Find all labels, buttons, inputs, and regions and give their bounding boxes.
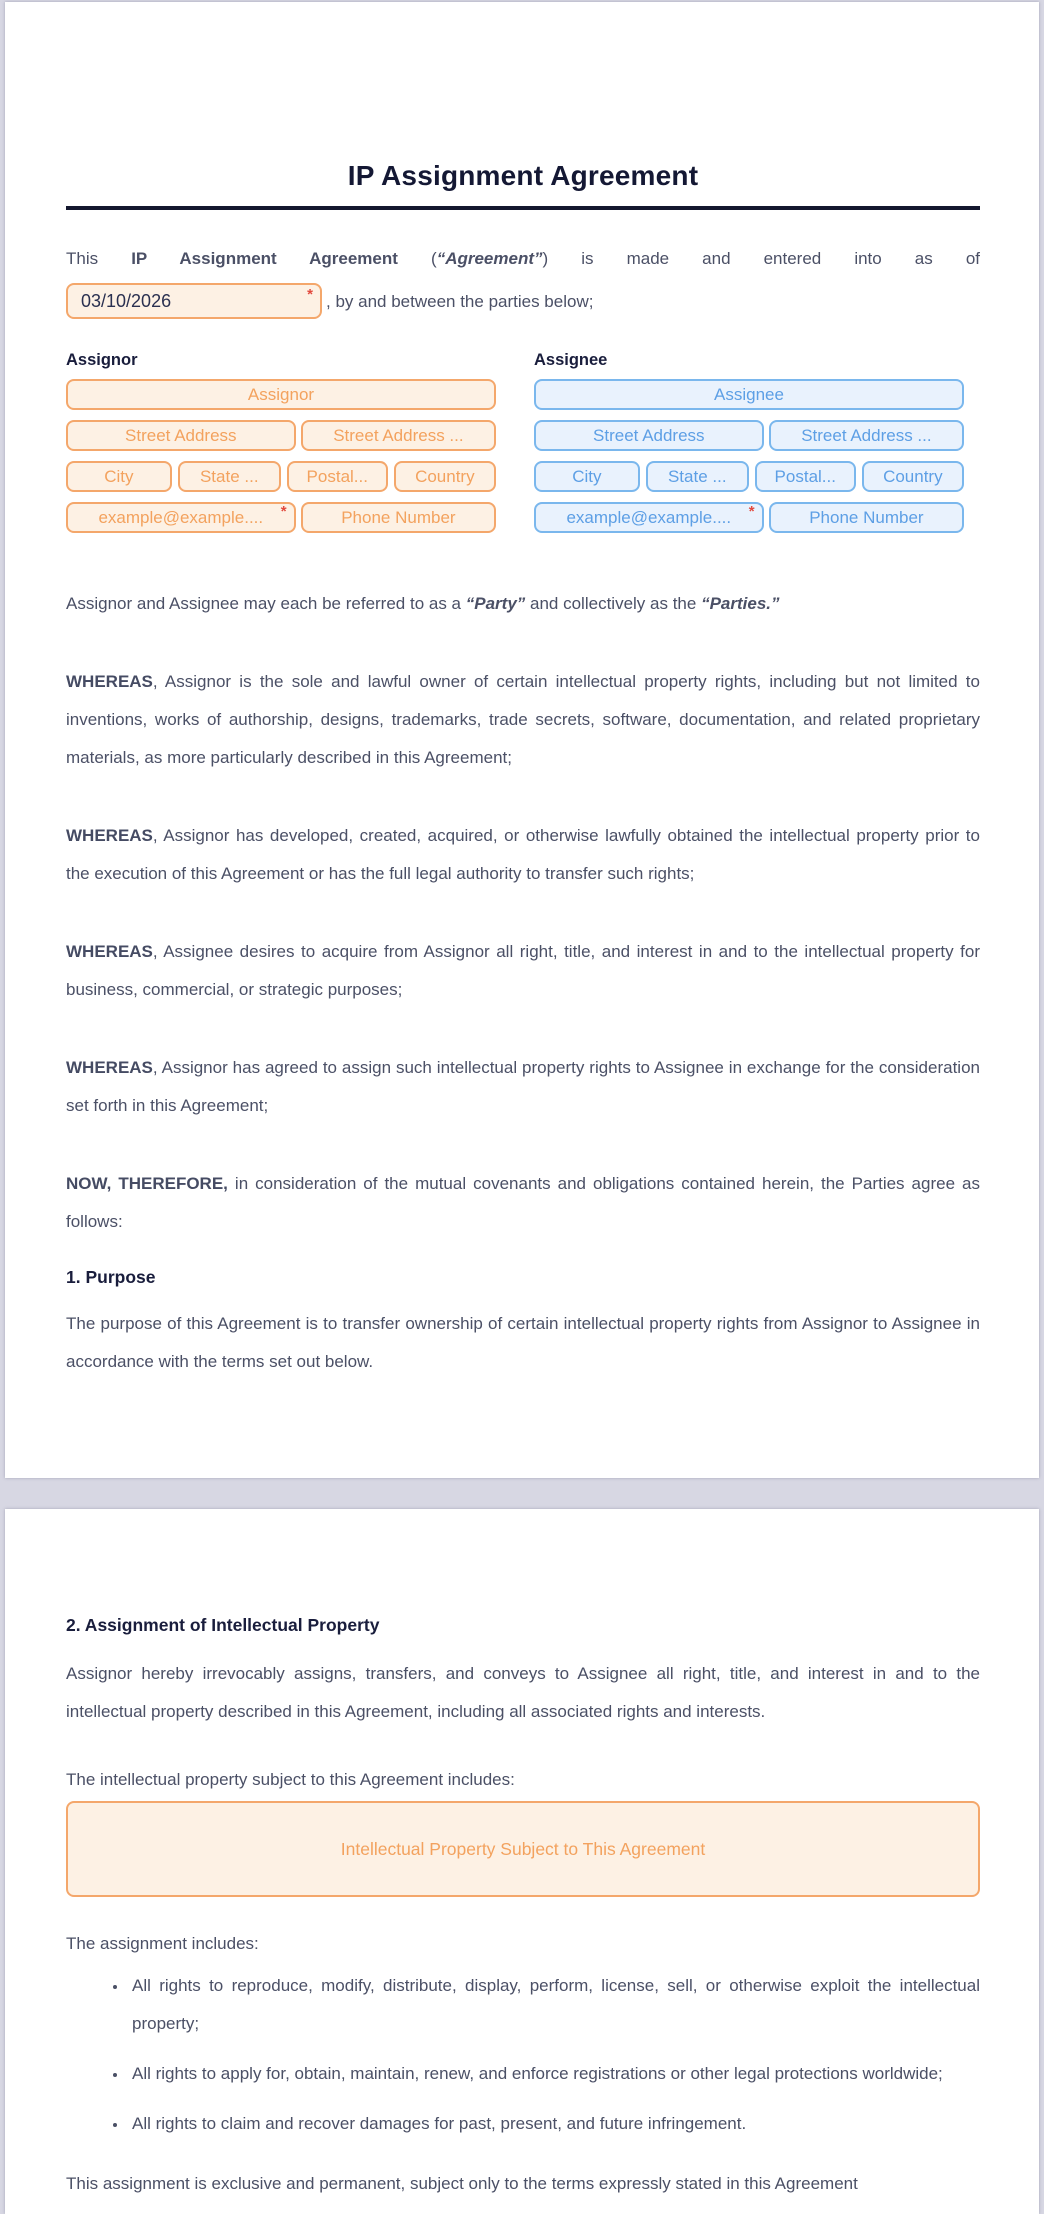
assignor-block — [66, 349, 496, 533]
intro-agreement-defined-term: “Agreement” — [436, 249, 543, 268]
intro-text-tail: ) is made and entered into as of — [542, 249, 980, 268]
party-clause-text: and collectively as the — [530, 594, 697, 613]
assignee-name-input[interactable]: Assignee — [534, 379, 964, 410]
date-value: 03/10/2026 — [81, 291, 172, 311]
assignee-phone-input[interactable]: Phone Number — [769, 502, 964, 533]
recital-body: , Assignor is the sole and lawful owner of certain intellectual property rights, including but not limited to inventions, works of authorship, designs, trademarks, trade secrets, software, documentation, and related proprietary materials, as more particularly described in this Agreement; — [66, 672, 980, 767]
required-asterisk: * — [748, 503, 755, 520]
recital-paragraph — [66, 1049, 980, 1125]
recital-body: , Assignor has agreed to assign such intellectual property rights to Assignee in exchange for the consideration set forth in this Agreement; — [66, 1058, 980, 1115]
section-2-paragraph: Assignor hereby irrevocably assigns, transfers, and conveys to Assignee all right, title, and interest in and to the intellectual property described in this Agreement, including all associated rights and interests. — [66, 1664, 980, 1721]
assignee-email-placeholder: example@example.... — [566, 507, 732, 527]
section-1-heading: 1. Purpose — [66, 1267, 156, 1287]
ip-subject-label: The intellectual property subject to this Agreement includes: — [66, 1770, 515, 1789]
now-therefore-body: in consideration of the mutual covenants and obligations contained herein, the Parties agree as follows: — [66, 1174, 980, 1231]
parties-defined-term: “Parties.” — [701, 594, 780, 613]
document-title: IP Assignment Agreement — [347, 160, 699, 191]
party-defined-term: “Party” — [465, 594, 526, 613]
recital-lead: WHEREAS — [66, 826, 153, 845]
recital-lead: WHEREAS — [66, 942, 153, 961]
now-therefore-paragraph — [66, 1165, 980, 1241]
intro-paren-open: ( — [431, 249, 437, 268]
recital-paragraph — [66, 663, 980, 777]
assignor-street2-input[interactable]: Street Address ... — [301, 420, 496, 451]
intro-after-date-text: , by and between the parties below; — [326, 292, 594, 311]
ip-description-placeholder: Intellectual Property Subject to This Agreement — [340, 1838, 706, 1859]
title-underline — [66, 206, 980, 210]
assignor-country-input[interactable]: Country — [394, 461, 496, 492]
required-asterisk: * — [280, 503, 287, 520]
intro-text: This — [66, 249, 99, 268]
now-therefore-lead: NOW, THEREFORE, — [66, 1174, 228, 1193]
section-1-paragraph: The purpose of this Agreement is to transfer ownership of certain intellectual property rights from Assignor to Assignee in accordance with the terms set out below. — [66, 1314, 980, 1371]
party-clause-paragraph — [66, 585, 980, 623]
assignee-block — [534, 349, 964, 533]
list-item: • All rights to claim and recover damages for past, present, and future infringement. — [128, 2105, 980, 2143]
assignee-email-input[interactable] — [534, 502, 764, 533]
intro-line-2 — [66, 279, 980, 319]
section-2-heading: 2. Assignment of Intellectual Property — [66, 1615, 380, 1635]
assignee-postal-input[interactable]: Postal... — [755, 461, 856, 492]
assignee-heading: Assignee — [534, 351, 608, 369]
assignment-includes-label: The assignment includes: — [66, 1934, 259, 1953]
recital-paragraph — [66, 933, 980, 1009]
assignor-postal-input[interactable]: Postal... — [287, 461, 388, 492]
list-item: • All rights to apply for, obtain, maintain, renew, and enforce registrations or other legal protections worldwide; — [128, 2055, 980, 2093]
document-page-1 — [5, 2, 1039, 1478]
intro-paragraph — [66, 240, 980, 319]
assignor-name-input[interactable]: Assignor — [66, 379, 496, 410]
list-item: • All rights to reproduce, modify, distribute, display, perform, license, sell, or otherwise exploit the intellectual property; — [128, 1967, 980, 2043]
closing-clause-paragraph: This assignment is exclusive and permanent, subject only to the terms expressly stated in this Agreement — [66, 2174, 858, 2193]
assignee-country-input[interactable]: Country — [862, 461, 964, 492]
assignee-state-input[interactable]: State ... — [646, 461, 749, 492]
assignor-email-input[interactable] — [66, 502, 296, 533]
required-asterisk: * — [307, 286, 313, 303]
intro-line-1 — [66, 240, 980, 278]
recital-paragraph — [66, 817, 980, 893]
party-clause-text: Assignor and Assignee may each be referred to as a — [66, 594, 462, 613]
assignor-street-input[interactable]: Street Address — [66, 420, 296, 451]
assignee-street2-input[interactable]: Street Address ... — [769, 420, 964, 451]
recital-body: , Assignor has developed, created, acquired, or otherwise lawfully obtained the intellectual property prior to the execution of this Agreement or has the full legal authority to transfer such rights; — [66, 826, 980, 883]
assignor-email-placeholder: example@example.... — [98, 507, 264, 527]
intro-agreement-name: IP Assignment Agreement — [131, 249, 398, 268]
recital-body: , Assignee desires to acquire from Assignor all right, title, and interest in and to the intellectual property for business, commercial, or strategic purposes; — [66, 942, 980, 999]
assignee-street-input[interactable]: Street Address — [534, 420, 764, 451]
date-input[interactable] — [66, 283, 322, 319]
assignor-city-input[interactable]: City — [66, 461, 172, 492]
assignment-rights-list — [66, 1967, 980, 2143]
assignor-phone-input[interactable]: Phone Number — [301, 502, 496, 533]
recital-lead: WHEREAS — [66, 1058, 153, 1077]
recital-lead: WHEREAS — [66, 672, 153, 691]
assignor-heading: Assignor — [66, 351, 138, 369]
document-page-2 — [5, 1509, 1039, 2214]
assignor-state-input[interactable]: State ... — [178, 461, 281, 492]
ip-description-textarea[interactable] — [66, 1801, 980, 1897]
parties-columns — [66, 349, 980, 533]
assignee-city-input[interactable]: City — [534, 461, 640, 492]
